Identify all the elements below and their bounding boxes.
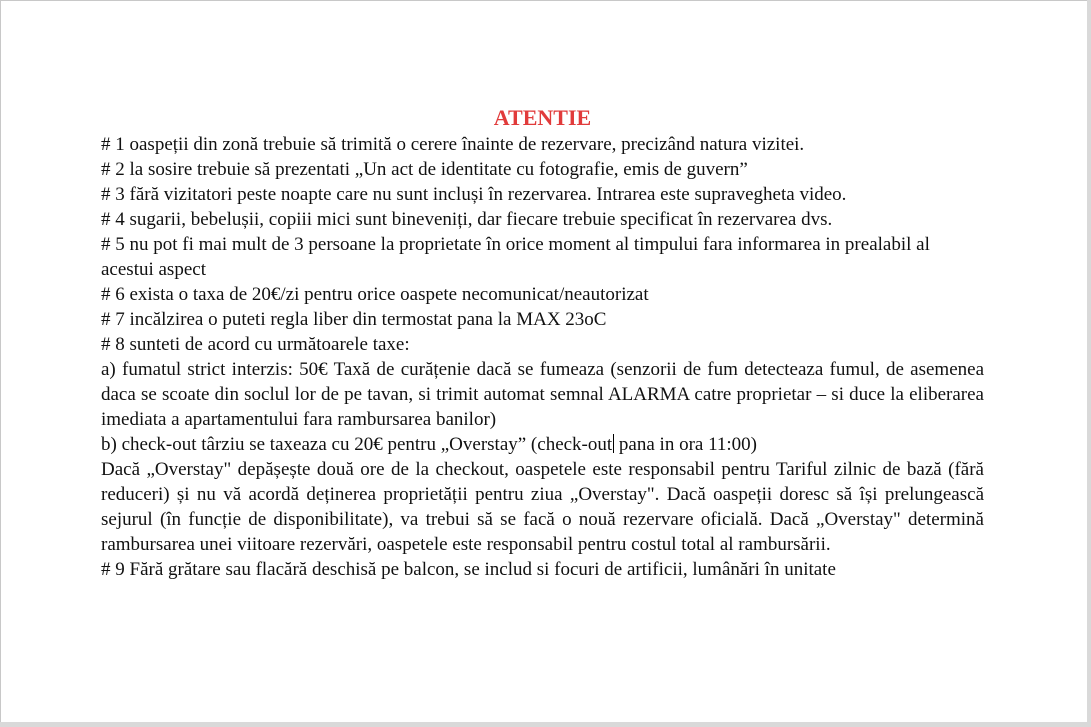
fee-late-checkout — [101, 432, 984, 457]
fee-late-checkout-part1: b) check-out târziu se taxeaza cu 20€ pentru „Overstay” (check-out — [101, 434, 613, 455]
page-border-left — [0, 0, 1, 727]
rule-3: # 3 fără vizitatori peste noapte care nu sunt incluși în rezervarea. Intrarea este supravegheta video. — [101, 184, 847, 205]
rule-6: # 6 exista o taxa de 20€/zi pentru orice oaspete necomunicat/neautorizat — [101, 284, 649, 305]
page-border-top — [0, 0, 1091, 1]
page-border-bottom — [0, 722, 1091, 727]
rule-5: # 5 nu pot fi mai mult de 3 persoane la proprietate în orice moment al timpului fara informarea in prealabil al acestui aspect — [101, 234, 930, 280]
rule-9: # 9 Fără grătare sau flacără deschisă pe balcon, se includ si focuri de artificii, lumânări în unitate — [101, 559, 836, 580]
rule-4: # 4 sugarii, bebelușii, copiii mici sunt bineveniți, dar fiecare trebuie specificat în rezervarea dvs. — [101, 209, 833, 230]
rule-2: # 2 la sosire trebuie să prezentati „Un act de identitate cu fotografie, emis de guvern” — [101, 159, 748, 180]
overstay-paragraph: Dacă „Overstay" depășește două ore de la checkout, oaspetele este responsabil pentru Tariful zilnic de bază (fără reduceri) și nu vă acordă deținerea proprietății pentru ziua „Overstay". Dacă oaspeții doresc să își prelungească sejurul (în funcție de disponibilitate), va trebui să se facă o nouă rezervare oficială. Dacă „Overstay" determină rambursarea unei viitoare rezervări, oaspetele este responsabil pentru costul total al rambursării. — [101, 459, 984, 555]
page-border-right — [1087, 0, 1091, 727]
document-title: ATENTIE — [493, 105, 592, 130]
fee-smoking: a) fumatul strict interzis: 50€ Taxă de curățenie dacă se fumeaza (senzorii de fum detecteaza fumul, de asemenea daca se scoate din soclul lor de pe tavan, si trimit automat semnal ALARMA catre proprietar – si duce la eliberarea imediata a apartamentului fara rambursarea banilor) — [101, 359, 984, 430]
document-body[interactable] — [101, 104, 984, 582]
rule-7: # 7 incălzirea o puteti regla liber din termostat pana la MAX 23oC — [101, 309, 607, 330]
rule-1: # 1 oaspeții din zonă trebuie să trimită o cerere înainte de rezervare, precizând natura vizitei. — [101, 134, 805, 155]
rule-8: # 8 sunteti de acord cu următoarele taxe: — [101, 334, 410, 355]
fee-late-checkout-part2: pana in ora 11:00) — [614, 434, 757, 455]
